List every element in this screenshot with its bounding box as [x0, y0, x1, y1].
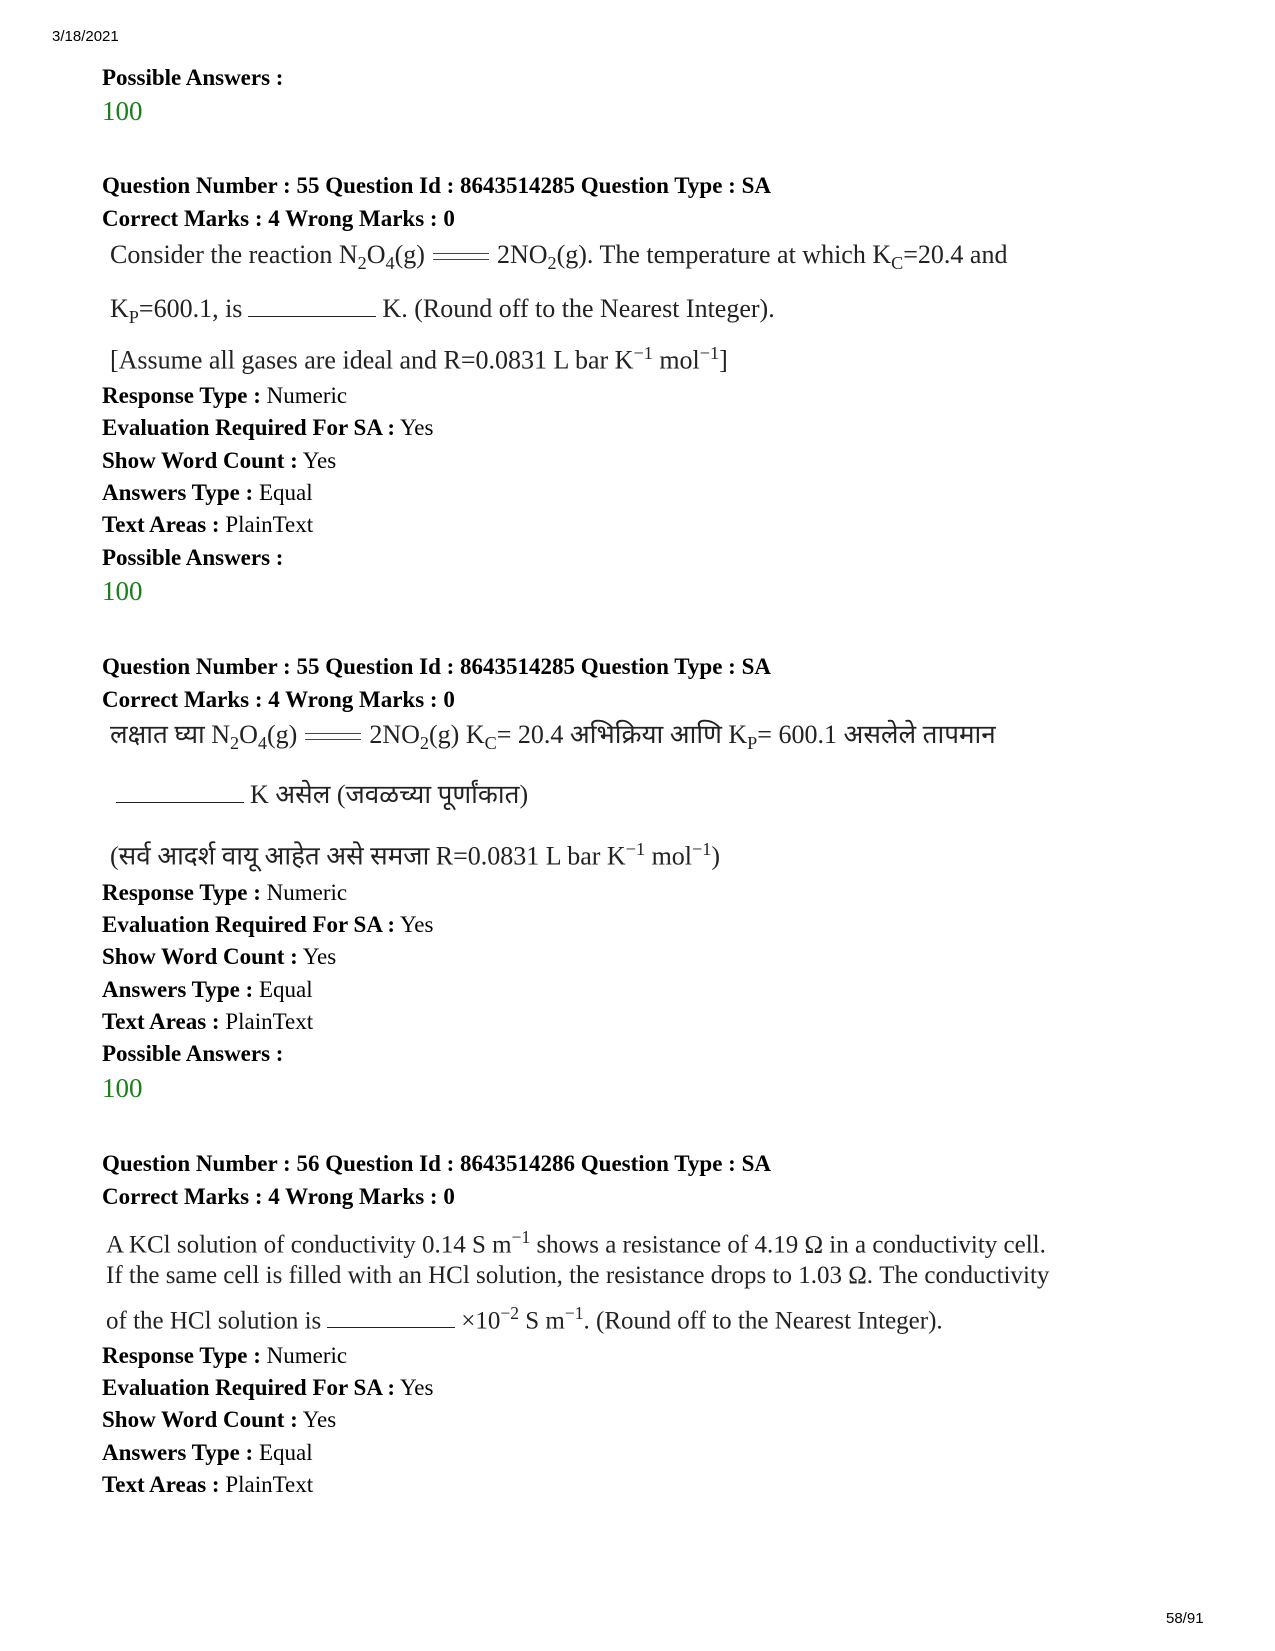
possible-answer-value: 100 — [102, 1073, 143, 1103]
text-areas: Text Areas : PlainText — [102, 1009, 314, 1034]
question-text-line: लक्षात घ्या $N_2O_4(g)$ $2NO_2(g)$ $K_C= 20.4$ अभिक्रिया आणि $K_P= 600.1$ असलेले तापमान — [110, 720, 996, 754]
answers-type: Answers Type : Equal — [102, 480, 313, 505]
answers-type: Answers Type : Equal — [102, 1440, 313, 1465]
possible-answer-value: 100 — [102, 576, 143, 606]
question-marks: Correct Marks : 4 Wrong Marks : 0 — [102, 206, 455, 231]
question-text-line: [Assume all gases are ideal and R=0.0831 L bar $K^{-1}$ mol$^{-1}$] — [110, 343, 728, 375]
response-type: Response Type : Numeric — [102, 383, 348, 408]
evaluation-required: Evaluation Required For SA : Yes — [102, 415, 434, 440]
show-word-count: Show Word Count : Yes — [102, 1407, 337, 1432]
response-type: Response Type : Numeric — [102, 1343, 348, 1368]
show-word-count: Show Word Count : Yes — [102, 944, 337, 969]
question-text-line: K असेल (जवळच्या पूर्णांकात) — [110, 778, 528, 812]
answer-blank — [327, 1307, 455, 1328]
equilibrium-arrow-icon — [305, 730, 361, 744]
question-marks: Correct Marks : 4 Wrong Marks : 0 — [102, 687, 455, 712]
question-title: Question Number : 56 Question Id : 8643514286 Question Type : SA — [102, 1151, 771, 1176]
response-type: Response Type : Numeric — [102, 880, 348, 905]
evaluation-required: Evaluation Required For SA : Yes — [102, 912, 434, 937]
possible-answers-label: Possible Answers : — [102, 545, 284, 570]
question-text-line: (सर्व आदर्श वायू आहेत असे समजा R=0.0831 L bar $K^{-1}$ mol$^{-1}$) — [110, 839, 721, 871]
question-title: Question Number : 55 Question Id : 8643514285 Question Type : SA — [102, 654, 771, 679]
answer-blank — [248, 296, 376, 317]
question-marks: Correct Marks : 4 Wrong Marks : 0 — [102, 1184, 455, 1209]
question-title: Question Number : 55 Question Id : 8643514285 Question Type : SA — [102, 173, 771, 198]
possible-answer-value: 100 — [102, 96, 143, 126]
question-text-line: A KCl solution of conductivity 0.14 S $m^{-1}$ shows a resistance of 4.19 Ω in a conductivity cell. — [106, 1227, 1046, 1259]
question-text-line: $K_P=600.1$, is K. (Round off to the Nearest Integer). — [110, 294, 775, 328]
possible-answers-label: Possible Answers : — [102, 1041, 284, 1066]
answers-type: Answers Type : Equal — [102, 977, 313, 1002]
equilibrium-arrow-icon — [433, 250, 489, 264]
page-number: 58/91 — [1166, 1610, 1204, 1627]
answer-blank — [116, 782, 244, 803]
possible-answers-label: Possible Answers : — [102, 65, 284, 90]
question-text-line: If the same cell is filled with an HCl solution, the resistance drops to 1.03 Ω. The conductivity — [106, 1262, 1050, 1289]
show-word-count: Show Word Count : Yes — [102, 448, 337, 473]
evaluation-required: Evaluation Required For SA : Yes — [102, 1375, 434, 1400]
question-text-line: Consider the reaction $N_2O_4(g)$ $2NO_2(g)$. The temperature at which $K_C=20.4$ and — [110, 240, 1008, 274]
question-text-line: of the HCl solution is $\times 10^{-2}$ S $m^{-1}$. (Round off to the Nearest Integer). — [106, 1303, 943, 1335]
text-areas: Text Areas : PlainText — [102, 512, 314, 537]
print-date: 3/18/2021 — [52, 28, 119, 45]
text-areas: Text Areas : PlainText — [102, 1472, 314, 1497]
